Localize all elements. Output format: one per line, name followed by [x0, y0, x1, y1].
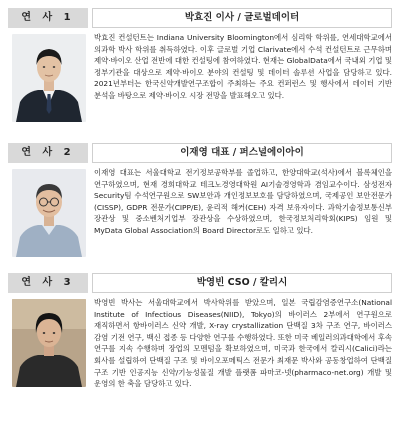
speaker-photo [12, 34, 86, 122]
person-photo-man-glasses-icon [12, 169, 86, 257]
speaker-card-3 [8, 273, 392, 421]
speaker-header [8, 8, 392, 28]
speaker-name: 박영빈 CSO / 칼리시 [92, 273, 392, 293]
speaker-bio: 박효진 컨설턴트는 Indiana University Bloomington에서 심리학 학위를, 연세대학교에서 의과학 박사 학위를 취득하였다. 이후 글로벌 기업 Clarivate에서 수석 컨설턴트로 근무하며 제약·바이오 산업 전반에 대한 컨설팅에 참여하였다. 현재는 GlobalData에서 국내외 기업 및 정부기관을 대상으로 제약·바이오 분야의 컨설팅 및 데이터 솔루션 사업을 담당하고 있다. 2021년부터는 한국신약개발연구조합이 주최하는 주요 컨퍼런스 및 행사에서 데이터 기반 분석을 바탕으로 제약·바이오 시장 전망을 발표해오고 있다. [94, 33, 392, 100]
speaker-photo [12, 169, 86, 257]
speaker-header [8, 143, 392, 163]
speaker-photo [12, 299, 86, 387]
speaker-bio: 박영빈 박사는 서울대학교에서 박사학위를 받았으며, 일본 국립감염증연구소(National Institute of Infectious Diseases(NIID), Tokyo)의 바이러스 2부에서 연구원으로 재직하면서 항바이러스 신약 개발, X-ray crystallization 단백질 3차 구조 연구, 바이러스 감염 기전 연구, 백신 접종 등 다양한 연구를 수행하였다. 또한 미국 베일러의과대학에서 후속 연구를 지속 수행하며 장업의 모멘텀을 확보하였으며, 미국과 한국에서 칼리시(Calici)라는 회사를 설립하여 단백질 구조 및 바이오포메틱스 전문가 최재문 박사와 공동창업하여 단백질 구조 기반 인공지능 신약/기능성물질 개발 플랫폼 파마코-넷(pharmaco-net.org) 개발 및 운영의 한 축을 담당하고 있다. [94, 298, 392, 389]
speaker-name: 이재영 대표 / 퍼스널에이아이 [92, 143, 392, 163]
speaker-bio: 이재영 대표는 서울대학교 전기정보공학부를 졸업하고, 한양대학교(석사)에서 블록체인을 연구하였으며, 현재 경희대학교 테크노경영대학원 AI기술경영학과 겸임교수이다. 삼성전자 Security팀 수석연구원으로 SW보안과 개인정보보호를 담당하였으며, 국제공인 보안전문가(CISSP), GDPR 전문가(CIPP/E), 윤리적 해커(CEH) 자격 보유자이다. 과학기술정보통신부 장관상 및 중소벤처기업부 장관상을 수상하였으며, 한국정보처리학회(KIPS) 임원 및 MyData Global Association의 Board Director로도 일하고 있다. [94, 168, 392, 235]
person-photo-man-suit-icon [12, 34, 86, 122]
speaker-header [8, 273, 392, 293]
speaker-tag: 연 사 3 [8, 273, 88, 293]
speaker-tag: 연 사 1 [8, 8, 88, 28]
speaker-card-2 [8, 143, 392, 263]
speaker-tag: 연 사 2 [8, 143, 88, 163]
person-photo-young-man-icon [12, 299, 86, 387]
speaker-card-1 [8, 8, 392, 136]
speaker-name: 박효진 이사 / 글로벌데이터 [92, 8, 392, 28]
